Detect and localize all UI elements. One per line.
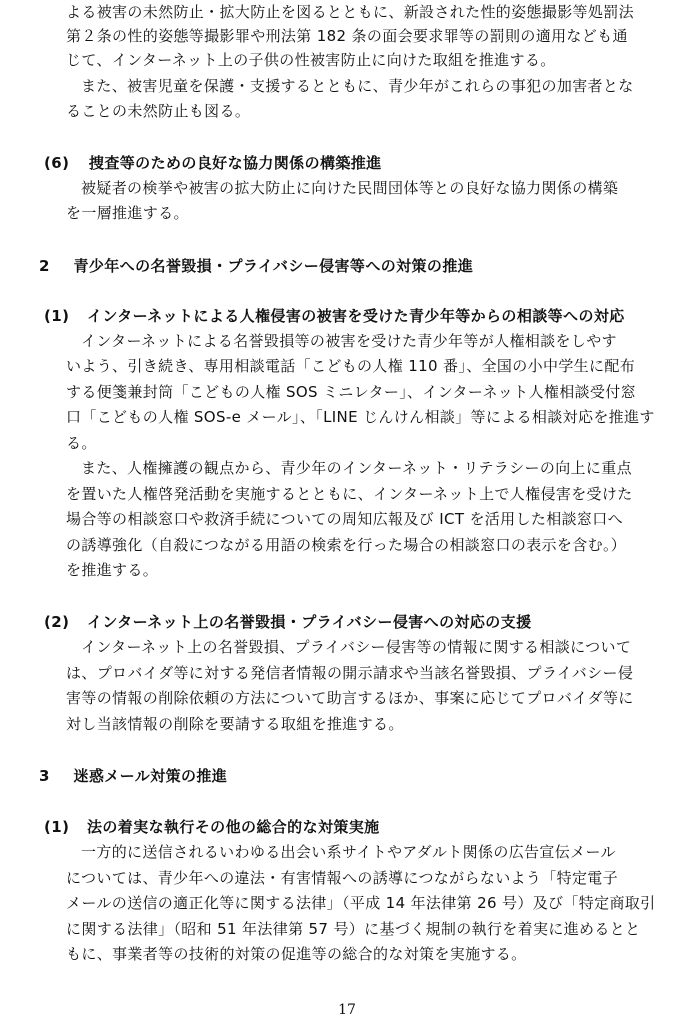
paragraph-line: は、プロバイダ等に対する発信者情報の開示請求や当該名誉毀損、プライバシー侵: [66, 664, 634, 682]
paragraph-line: いよう、引き続き、専用相談電話「こどもの人権 110 番」、全国の小中学生に配布: [66, 357, 636, 375]
section-title: 迷惑メール対策の推進: [73, 767, 228, 785]
subsection-number: (2): [44, 613, 70, 631]
paragraph-line: 第２条の性的姿態等撮影罪や刑法第 182 条の面会要求罪等の罰則の適用なども通: [66, 27, 628, 45]
paragraph-line: を推進する。: [66, 561, 159, 579]
subsection-title: インターネット上の名誉毀損・プライバシー侵害への対応の支援: [86, 613, 532, 631]
subsection-heading: [44, 610, 532, 634]
paragraph-line: インターネットによる名誉毀損等の被害を受けた青少年等が人権相談をしやす: [81, 332, 617, 350]
paragraph-line: もに、事業者等の技術的対策の促進等の総合的な対策を実施する。: [66, 945, 527, 963]
paragraph-line: する便箋兼封筒「こどもの人権 SOS ミニレター」、インターネット人権相談受付窓: [66, 383, 636, 401]
paragraph-line: 対し当該情報の削除を要請する取組を推進する。: [66, 715, 404, 733]
paragraph-line: る。: [66, 434, 97, 452]
section-heading: [39, 764, 227, 788]
paragraph-line: 口「こどもの人権 SOS-e メール」、「LINE じんけん相談」等による相談対応を推進す: [66, 408, 655, 426]
paragraph-line: また、被害児童を保護・支援するとともに、青少年がこれらの事犯の加害者とな: [81, 77, 634, 95]
paragraph-line: よる被害の未然防止・拡大防止を図るとともに、新設された性的姿態撮影等処罰法: [66, 3, 634, 21]
paragraph-line: の誘導強化（自殺につながる用語の検索を行った場合の相談窓口の表示を含む。）: [66, 536, 627, 554]
subsection-heading: [44, 815, 380, 839]
paragraph-line: については、青少年への違法・有害情報への誘導につながらないよう「特定電子: [66, 869, 619, 887]
subsection-title: 捜査等のための良好な協力関係の構築推進: [88, 154, 382, 172]
paragraph-line: 被疑者の検挙や被害の拡大防止に向けた民間団体等との良好な協力関係の構築: [81, 179, 619, 197]
paragraph-line: 一方的に送信されるいわゆる出会い系サイトやアダルト関係の広告宣伝メール: [81, 843, 616, 861]
section-number: 2: [39, 257, 50, 275]
section-number: 3: [39, 767, 50, 785]
paragraph-line: また、人権擁護の観点から、青少年のインターネット・リテラシーの向上に重点: [81, 459, 632, 477]
paragraph-line: に関する法律」（昭和 51 年法律第 57 号）に基づく規制の執行を着実に進めるとと: [66, 920, 641, 938]
paragraph-line: を置いた人権啓発活動を実施するとともに、インターネット上で人権侵害を受けた: [66, 485, 633, 503]
paragraph-line: を一層推進する。: [66, 204, 189, 222]
paragraph-line: 場合等の相談窓口や救済手続についての周知広報及び ICT を活用した相談窓口へ: [66, 510, 623, 528]
subsection-title: 法の着実な執行その他の総合的な対策実施: [86, 818, 380, 836]
section-title: 青少年への名誉毀損・プライバシー侵害等への対策の推進: [73, 257, 474, 275]
paragraph-line: じて、インターネット上の子供の性被害防止に向けた取組を推進する。: [66, 51, 556, 69]
subsection-number: (1): [44, 818, 70, 836]
paragraph-line: 害等の情報の削除依頼の方法について助言するほか、事案に応じてプロバイダ等に: [66, 689, 634, 707]
subsection-title: インターネットによる人権侵害の被害を受けた青少年等からの相談等への対応: [86, 307, 625, 325]
paragraph-line: ることの未然防止も図る。: [66, 102, 251, 120]
subsection-heading: [44, 304, 625, 328]
paragraph-line: インターネット上の名誉毀損、プライバシー侵害等の情報に関する相談について: [81, 638, 632, 656]
subsection-number: (1): [44, 307, 70, 325]
section-heading: [39, 254, 473, 278]
subsection-number: (6): [44, 154, 70, 172]
subsection-heading: [44, 151, 382, 175]
page-number: 17: [338, 1002, 356, 1018]
paragraph-line: メールの送信の適正化等に関する法律」（平成 14 年法律第 26 号）及び「特定商取引: [66, 894, 656, 912]
